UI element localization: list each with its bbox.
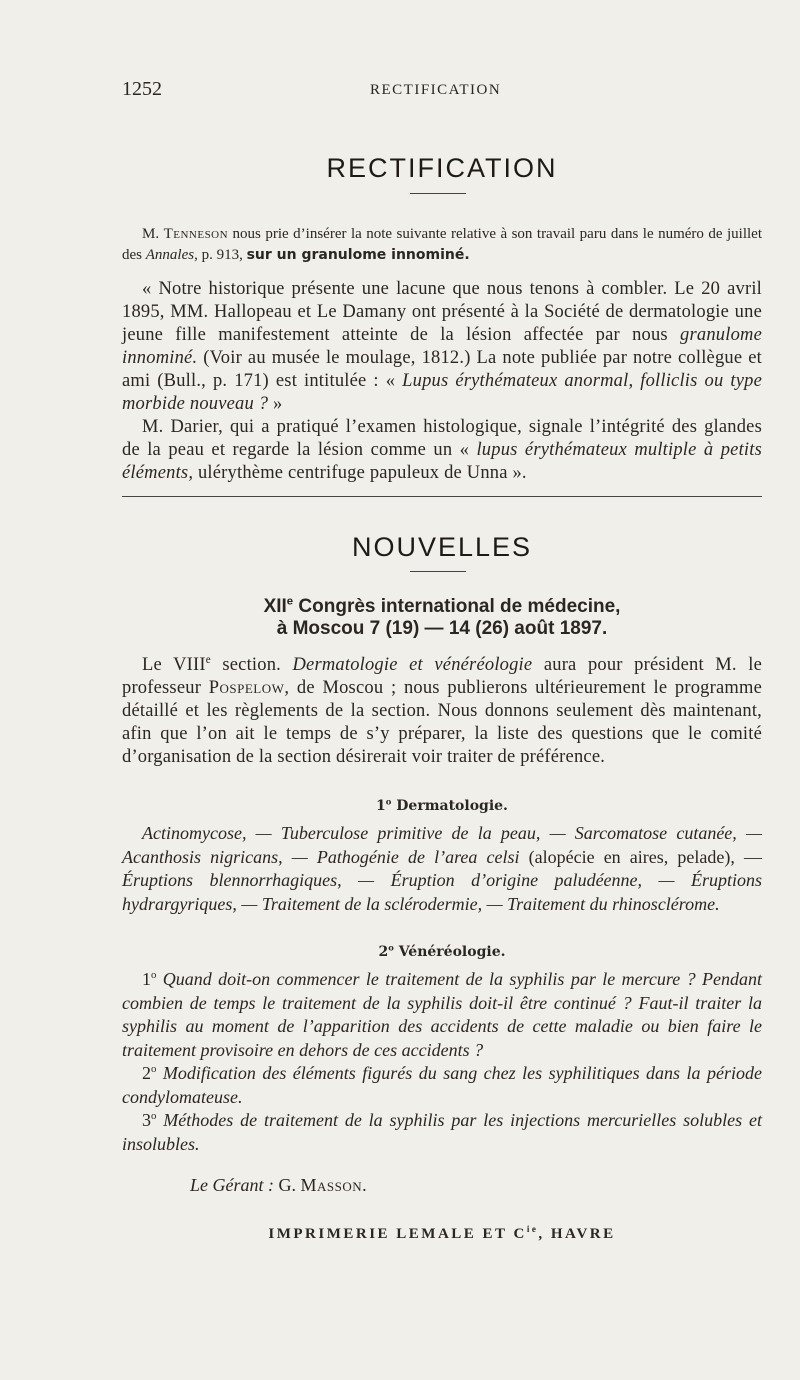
- intro-text-d: , de Moscou ; nous publierons ultérieurement le programme détaillé et les règlements de la section. Nous donnons seulement dès maintenant, afin que l’on ait le temps de s’y préparer, la liste des questions que le comité d’organisation de la section désirerait voir traiter de préférence.: [122, 678, 762, 767]
- sub2-label: Vénéréologie.: [393, 944, 506, 960]
- rectification-notice: [122, 224, 762, 266]
- q3-number: 3: [142, 1110, 151, 1130]
- question-3: [122, 1109, 762, 1156]
- subheading-venereologie: [122, 944, 762, 960]
- question-1: [122, 968, 762, 1062]
- congress-number: XII: [263, 596, 287, 617]
- derm-topics-b: (alopécie en aires, pelade), —: [519, 846, 762, 867]
- para1-text-a: « Notre historique présente une lacune que nous tenons à combler. Le 20 avril 1895, MM. Hallopeau et Le Damany ont présenté à la Société de dermatologie une jeune fille manifestement atteinte de la lésion affectée par nous: [122, 279, 762, 345]
- intro-paragraph: [122, 654, 762, 769]
- intro-text-c: aura pour président M. le professeur: [122, 655, 763, 698]
- derm-paragraph: [122, 822, 762, 916]
- signature-initial: G.: [274, 1175, 301, 1195]
- q2-text: Modification des éléments figurés du sang chez les syphilitiques dans la période condylomateuse.: [122, 1063, 762, 1107]
- section-divider: [122, 496, 762, 497]
- dermatologie-list: [122, 822, 762, 916]
- rectification-heading-block: [122, 153, 762, 184]
- congress-title: [122, 596, 762, 640]
- nouvelles-rule: [410, 571, 466, 572]
- intro-sup: e: [205, 653, 211, 666]
- q2-degree: o: [151, 1063, 157, 1075]
- signature-role: Le Gérant :: [190, 1175, 274, 1195]
- q3-degree: o: [151, 1110, 157, 1122]
- derm-topics-c: Éruptions blennorrhagiques, — Éruption d’origine paludéenne, — Éruptions hydrargyriques, — Traitement de la sclérodermie, — Traitement du rhinosclérome.: [122, 870, 762, 914]
- derm-topics-a: Actinomycose, — Tuberculose primitive de la peau, — Sarcomatose cutanée, — Acanthosis nigricans, — Pathogénie de l’area celsi: [122, 823, 762, 867]
- imprint: [122, 1226, 762, 1243]
- para1-italic-1: granulome innominé.: [122, 325, 762, 368]
- congress-line-2: à Moscou 7 (19) — 14 (26) août 1897.: [276, 618, 608, 639]
- rectification-paragraph-1: [122, 278, 762, 416]
- imprint-line: [122, 1226, 762, 1243]
- imprint-sup: ie: [526, 1224, 539, 1234]
- intro-text-a: Le VIII: [142, 655, 206, 675]
- notice-text: nous prie d’insérer la note suivante relative à son travail paru dans le numéro de juillet des: [122, 226, 763, 263]
- rectification-heading: RECTIFICATION: [326, 153, 558, 183]
- question-2: [122, 1062, 762, 1109]
- running-header: [122, 78, 762, 108]
- para2-text-a: M. Darier, qui a pratiqué l’examen histologique, signale l’intégrité des glandes de la peau et regarde la lésion comme un «: [122, 417, 762, 460]
- intro-text-b: section.: [210, 655, 293, 675]
- imprint-text-b: , HAVRE: [538, 1226, 616, 1242]
- notice-author: Tenneson: [163, 226, 229, 242]
- subheading-derm-text: [122, 798, 762, 814]
- notice-paragraph: [122, 224, 762, 266]
- para1-text-c: »: [268, 394, 283, 414]
- heading-rule: [410, 193, 466, 194]
- notice-intro: M.: [142, 226, 164, 242]
- notice-page: , p. 913,: [194, 247, 247, 263]
- sub1-degree: o: [385, 796, 392, 807]
- congress-sup: e: [286, 595, 294, 608]
- q2-number: 2: [142, 1063, 151, 1083]
- notice-title: sur un granulome innominé.: [246, 247, 470, 263]
- imprint-text-a: IMPRIMERIE LEMALE ET C: [268, 1226, 527, 1242]
- intro-name: Pospelow: [208, 678, 285, 698]
- rectification-paragraph-2: [122, 416, 762, 485]
- q3-text: Méthodes de traitement de la syphilis par les injections mercurielles solubles et insolubles.: [122, 1110, 762, 1154]
- signature-name: Masson: [300, 1175, 363, 1195]
- nouvelles-heading: NOUVELLES: [351, 532, 533, 562]
- intro-italic: Dermatologie et vénéréologie: [292, 655, 533, 675]
- para2-italic: lupus érythémateux multiple à petits éléments,: [122, 440, 762, 483]
- para2-text-b: ulérythème centrifuge papuleux de Unna ».: [193, 463, 527, 483]
- subheading-vener-text: [122, 944, 762, 960]
- nouvelles-intro: [122, 654, 762, 769]
- signature-end: .: [362, 1175, 367, 1195]
- rectification-body: [122, 278, 762, 485]
- sub2-degree: o: [388, 942, 394, 953]
- page-number: 1252: [122, 78, 162, 100]
- subheading-dermatologie: [122, 798, 762, 814]
- running-title: RECTIFICATION: [370, 82, 502, 98]
- para1-text-b: (Voir au musée le moulage, 1812.) La note publiée par notre collègue et ami (Bull., p. 171) est intitulée : «: [122, 348, 762, 391]
- congress-name: Congrès international de médecine,: [293, 596, 621, 617]
- signature-line: [190, 1175, 367, 1195]
- signature: [190, 1175, 590, 1196]
- q1-number: 1: [142, 969, 151, 989]
- sub2-number: 2: [378, 944, 389, 960]
- sub1-label: Dermatologie.: [391, 798, 508, 814]
- nouvelles-heading-block: [122, 532, 762, 563]
- q1-degree: o: [151, 969, 157, 981]
- sub1-number: 1: [376, 798, 386, 814]
- congress-line-1: [122, 596, 762, 618]
- q1-text: Quand doit-on commencer le traitement de la syphilis par le mercure ? Pendant combien de temps le traitement de la syphilis doit-il être continué ? Faut-il traiter la syphilis au moment de l’apparition des accidents de cette maladie ou bien faire le traitement provisoire en dehors de ces accidents ?: [122, 969, 762, 1060]
- venereologie-list: [122, 968, 762, 1156]
- para1-italic-2: Lupus érythémateux anormal, folliclis ou type morbide nouveau ?: [122, 371, 762, 414]
- notice-journal: Annales: [145, 247, 195, 263]
